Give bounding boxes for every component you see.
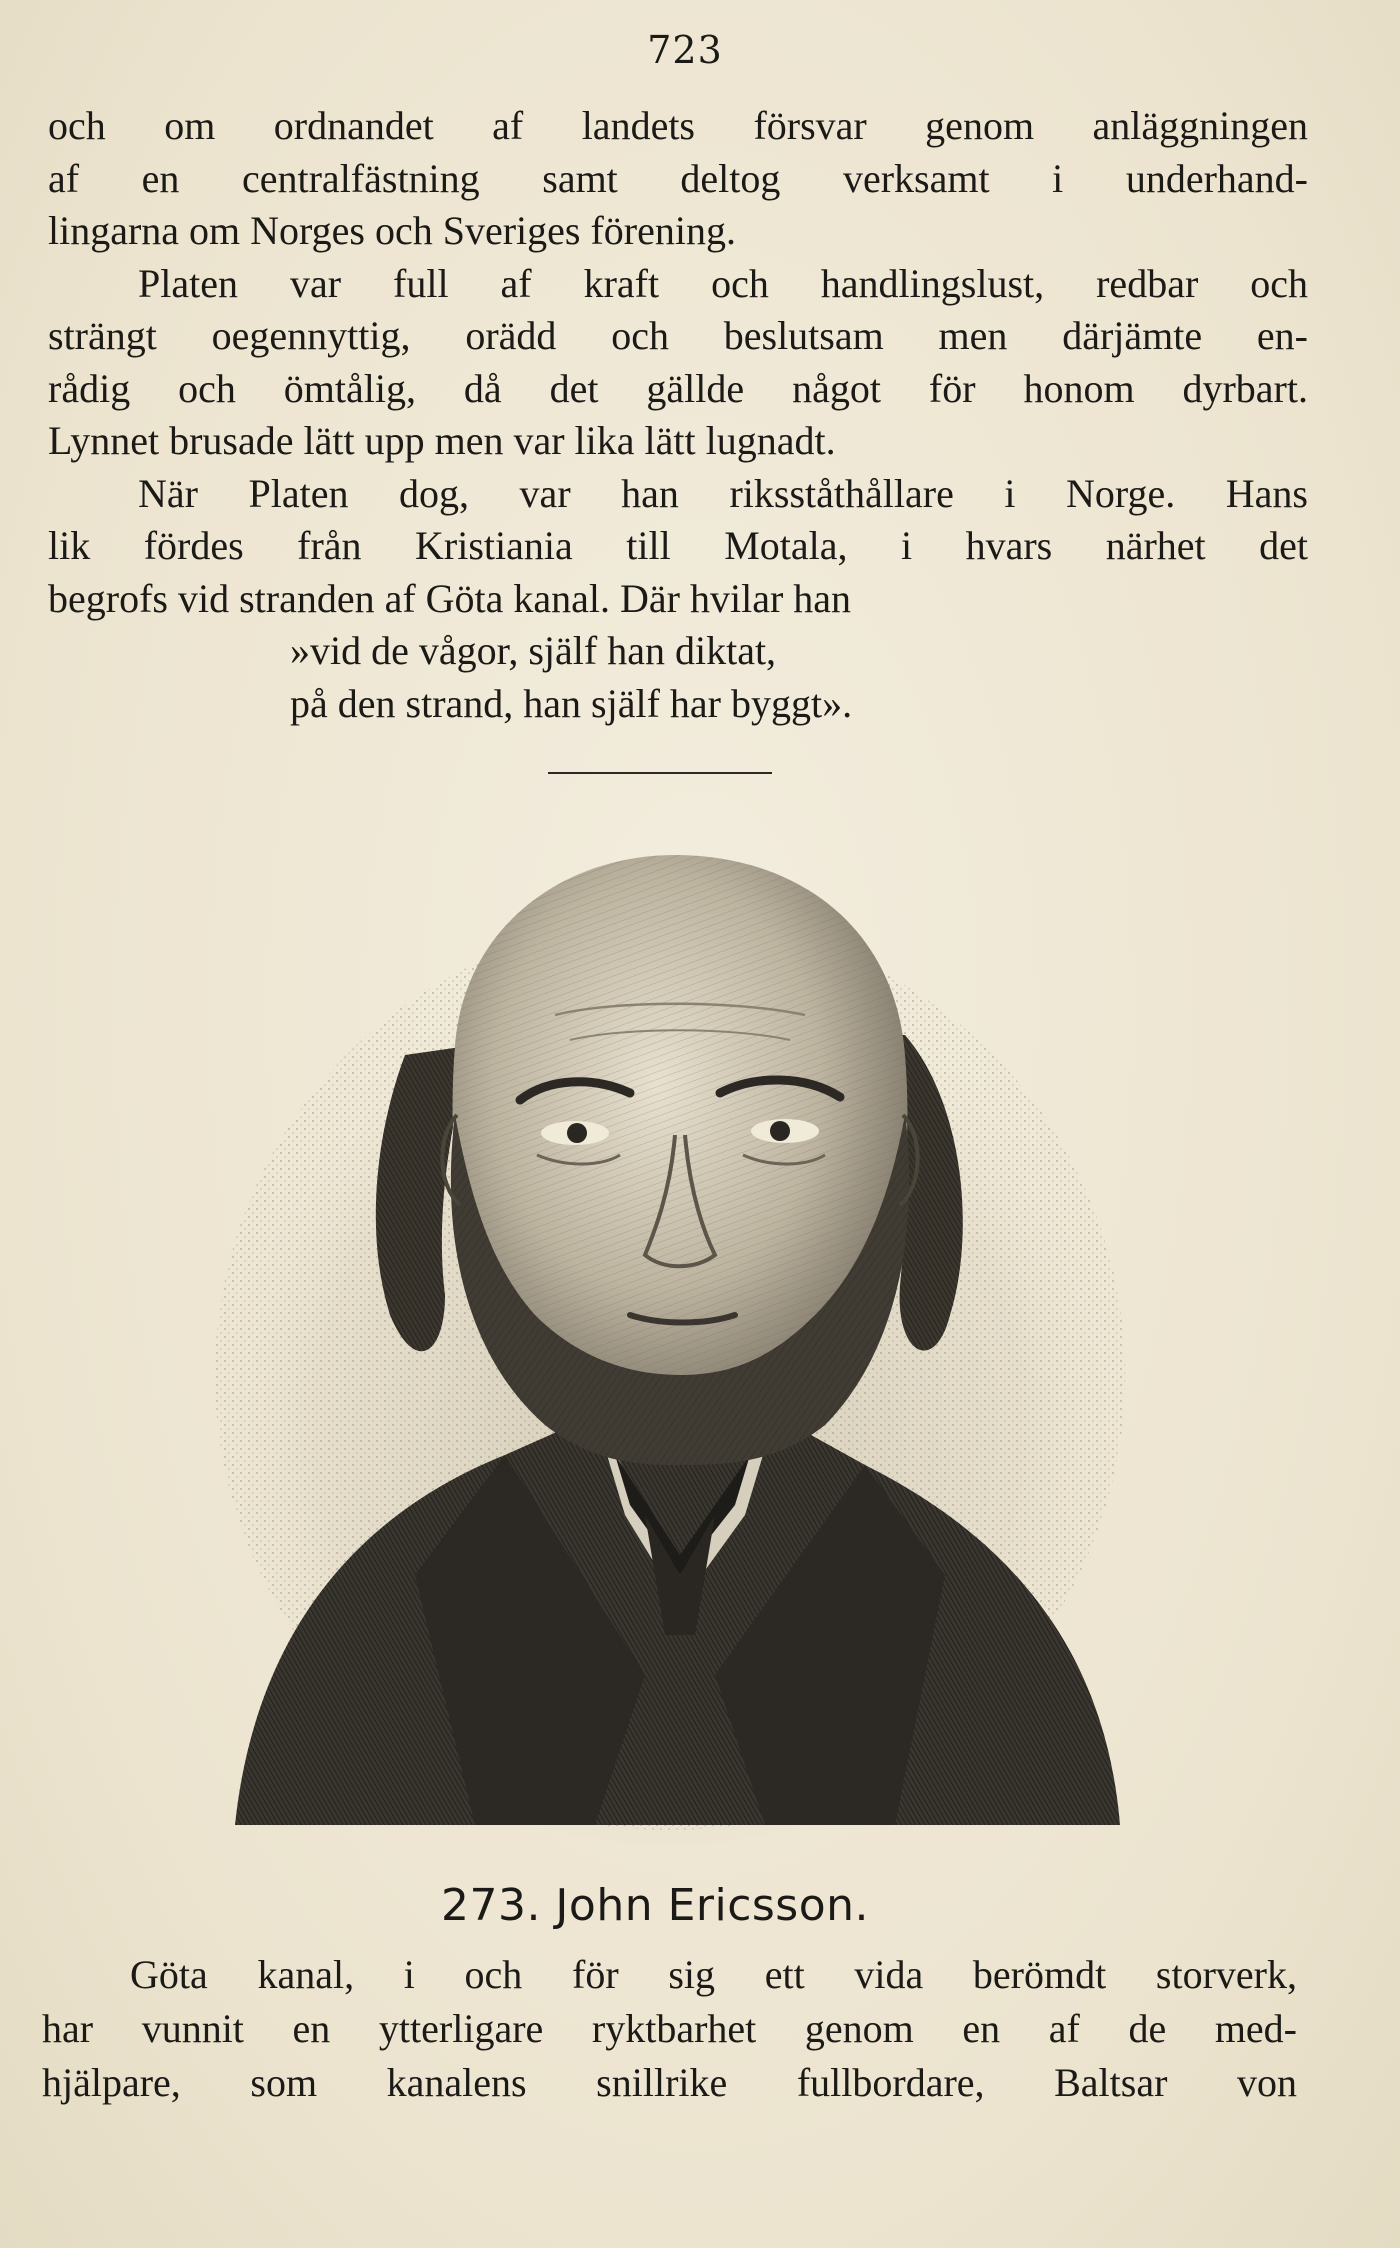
poem-quote <box>0 625 1400 730</box>
text-line: af en centralfästning samt deltog verksamt i underhand- <box>48 155 1308 201</box>
text-line: strängt oegennyttig, orädd och beslutsam men därjämte en- <box>48 313 1308 358</box>
poem-line: på den strand, han själf har byggt». <box>290 680 853 726</box>
bottom-text-block <box>42 1948 1297 2110</box>
text-line: Platen var full af kraft och handlingslust, redbar och <box>138 260 1308 306</box>
text-line: När Platen dog, var han riksståthållare i Norge. Hans <box>138 470 1308 516</box>
portrait-engraving <box>175 815 1165 1855</box>
text-line: hjälpare, som kanalens snillrike fullbordare, Baltsar von <box>42 2060 1297 2105</box>
text-line: rådig och ömtålig, då det gällde något för honom dyrbart. <box>48 365 1308 411</box>
poem-line: »vid de vågor, själf han diktat, <box>290 628 777 673</box>
text-line: Göta kanal, i och för sig ett vida berömdt storverk, <box>130 1952 1297 1997</box>
page-number: 723 <box>647 28 723 72</box>
text-line: lik fördes från Kristiania till Motala, i hvars närhet det <box>48 523 1308 568</box>
section-divider <box>548 772 772 774</box>
text-line: har vunnit en ytterligare ryktbarhet genom en af de med- <box>42 2006 1297 2051</box>
figure-caption: 273. John Ericsson. <box>440 1880 870 1931</box>
text-line: och om ordnandet af landets försvar genom anläggningen <box>48 103 1308 148</box>
top-text-block <box>48 100 1308 625</box>
text-line: Lynnet brusade lätt upp men var lika lätt lugnadt. <box>48 418 836 463</box>
text-line: lingarna om Norges och Sveriges förening. <box>48 208 736 253</box>
text-line: begrofs vid stranden af Göta kanal. Där hvilar han <box>48 575 852 621</box>
